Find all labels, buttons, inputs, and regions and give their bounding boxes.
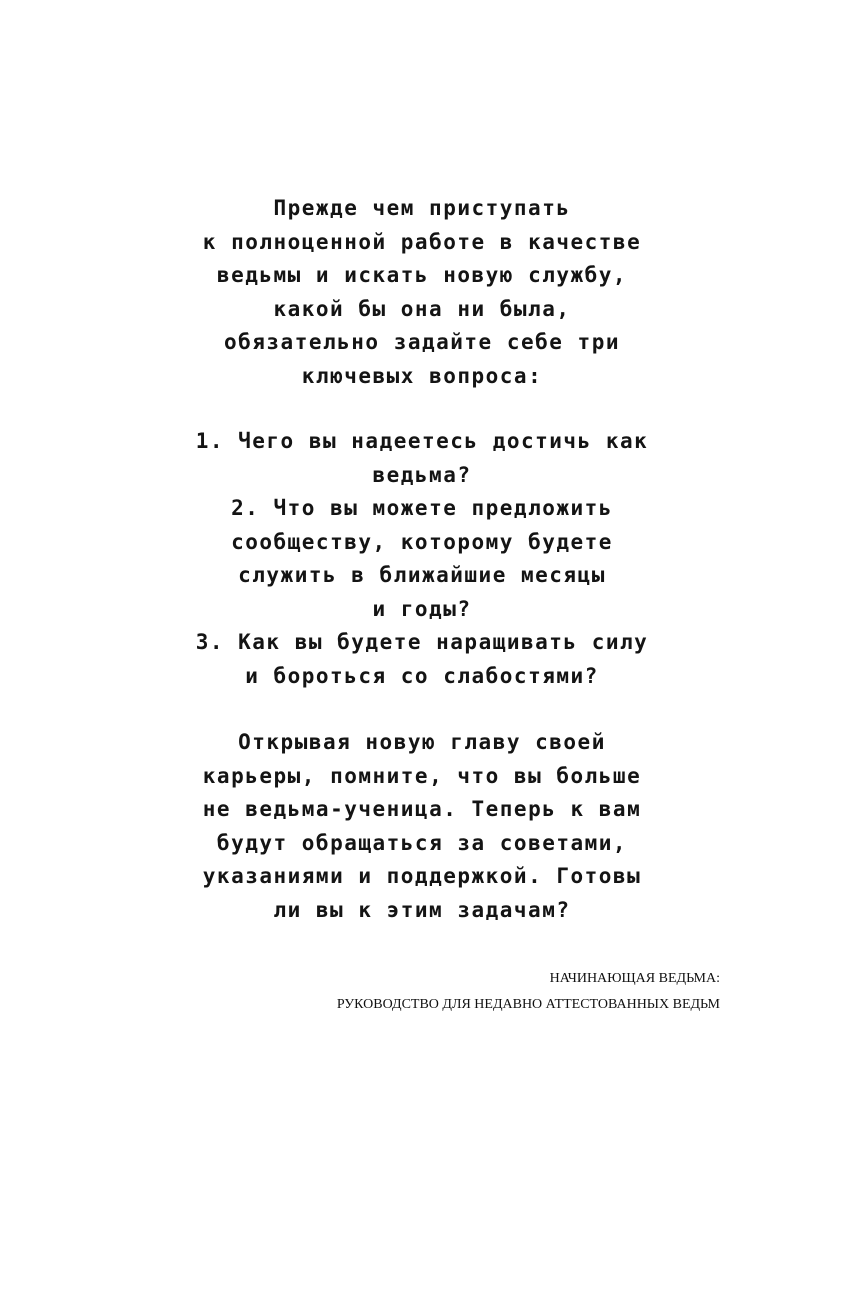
closing-line: будут обращаться за советами, — [216, 830, 628, 855]
closing-line: Открывая новую главу своей — [238, 730, 606, 754]
attribution-subtitle: РУКОВОДСТВО ДЛЯ НЕДАВНО АТТЕСТОВАННЫХ ВЕДЬМ — [336, 997, 720, 1012]
question-line: 1. Чего вы надеетесь достичь как — [195, 429, 649, 453]
closing-line: карьеры, помните, что вы больше — [202, 763, 642, 788]
intro-line: ведьмы и искать новую службу, — [216, 263, 628, 287]
question-line: служить в ближайшие месяцы — [238, 563, 606, 587]
intro-line: ключевых вопроса: — [301, 363, 543, 388]
intro-line: Прежде чем приступать — [273, 196, 571, 220]
question-line: сообществу, которому будете — [231, 529, 613, 554]
closing-line: ли вы к этим задачам? — [273, 897, 571, 922]
intro-paragraph — [0, 192, 844, 393]
intro-line: какой бы она ни была, — [273, 296, 571, 321]
closing-line: указаниями и поддержкой. Готовы — [202, 864, 642, 888]
intro-line: к полноценной работе в качестве — [202, 229, 642, 254]
closing-line: не ведьма-ученица. Теперь к вам — [202, 797, 642, 821]
closing-paragraph — [0, 726, 844, 927]
question-line: 2. Что вы можете предложить — [231, 496, 613, 520]
question-line: ведьма? — [372, 462, 472, 487]
question-line: и годы? — [372, 596, 472, 621]
questions-list — [0, 425, 844, 693]
intro-line: обязательно задайте себе три — [223, 330, 620, 354]
attribution-title: НАЧИНАЮЩАЯ ВЕДЬМА: — [549, 971, 720, 986]
question-line: и бороться со слабостями? — [245, 663, 599, 688]
source-attribution — [337, 966, 720, 1018]
question-line: 3. Как вы будете наращивать силу — [195, 630, 649, 654]
